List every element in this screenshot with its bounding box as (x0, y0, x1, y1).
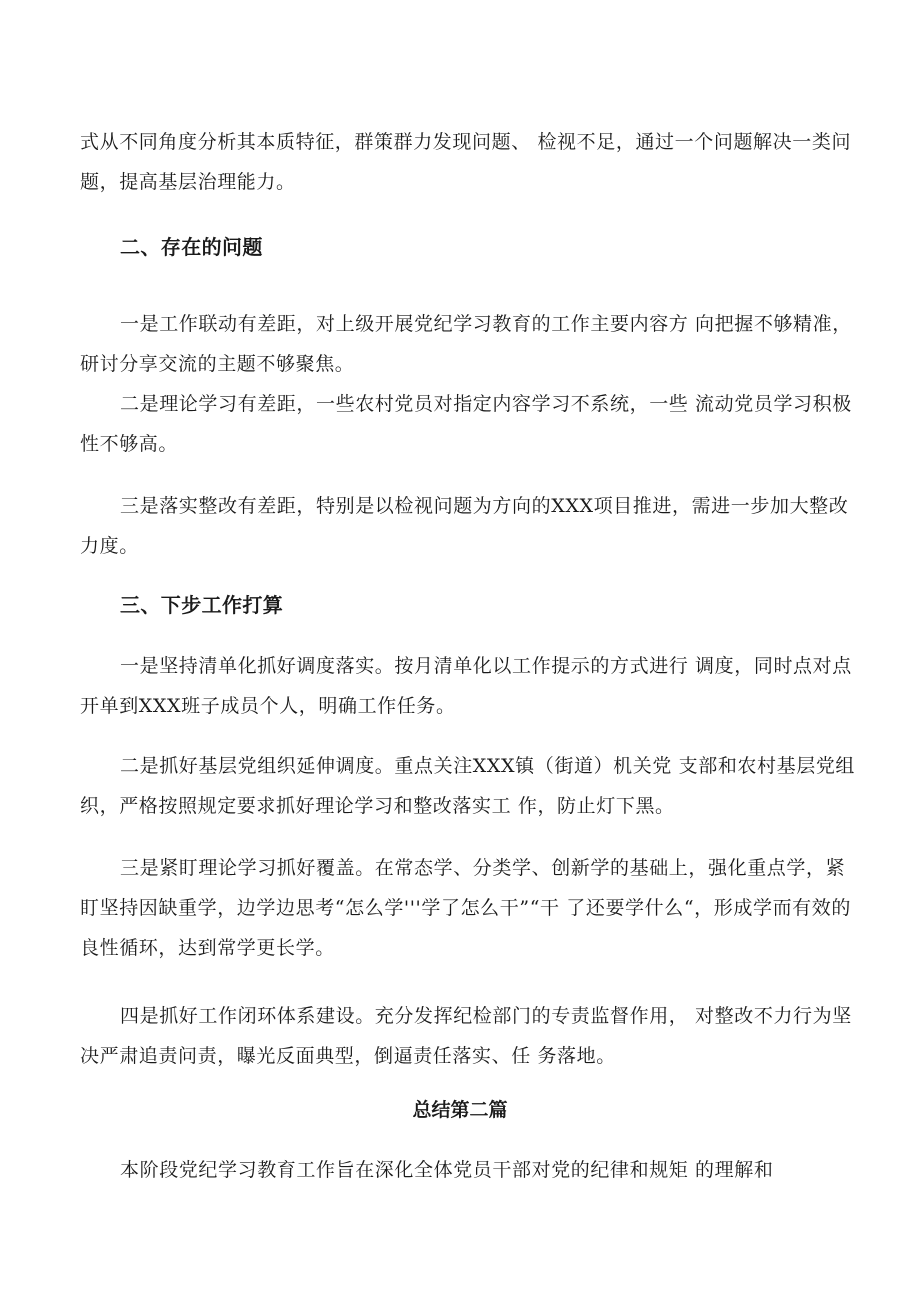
section-heading-next-steps: 三、下步工作打算 (120, 593, 284, 617)
section-subtitle: 总结第二篇 (412, 1099, 508, 1121)
paragraph-plan-2: 二是抓好基层党组织延伸调度。重点关注XXX镇（街道）机关党 支部和农村基层党组织，严格按照规定要求抓好理论学习和整改落实工 作，防止灯下黑。 (80, 755, 856, 817)
paragraph-problem-2: 二是理论学习有差距，一些农村党员对指定内容学习不系统，一些 流动党员学习积极性不够高。 (80, 393, 852, 455)
paragraph-plan-4: 四是抓好工作闭环体系建设。充分发挥纪检部门的专责监督作用， 对整改不力行为坚决严肃追责问责，曝光反面典型，倒逼责任落实、任 务落地。 (80, 1005, 852, 1067)
paragraph-plan-1: 一是坚持清单化抓好调度落实。按月清单化以工作提示的方式进行 调度，同时点对点开单到XXX班子成员个人，明确工作任务。 (80, 655, 852, 717)
paragraph-plan-3: 三是紧盯理论学习抓好覆盖。在常态学、分类学、创新学的基础上，强化重点学，紧盯坚持因缺重学，边学边思考“怎么学'''学了怎么干”“干 了还要学什么“，形成学而有效的良性循环，达到常学更长学。 (80, 857, 851, 959)
paragraph-summary-intro: 本阶段党纪学习教育工作旨在深化全体党员干部对党的纪律和规矩 的理解和 (120, 1159, 774, 1181)
paragraph-intro-continuation: 式从不同角度分析其本质特征，群策群力发现问题、 检视不足，通过一个问题解决一类问题，提高基层治理能力。 (80, 131, 852, 193)
section-heading-problems: 二、存在的问题 (120, 235, 263, 259)
paragraph-problem-3: 三是落实整改有差距，特别是以检视问题为方向的XXX项目推进，需进一步加大整改力度。 (80, 495, 849, 557)
paragraph-problem-1: 一是工作联动有差距，对上级开展党纪学习教育的工作主要内容方 向把握不够精准，研讨分享交流的主题不够聚焦。 (80, 313, 852, 375)
